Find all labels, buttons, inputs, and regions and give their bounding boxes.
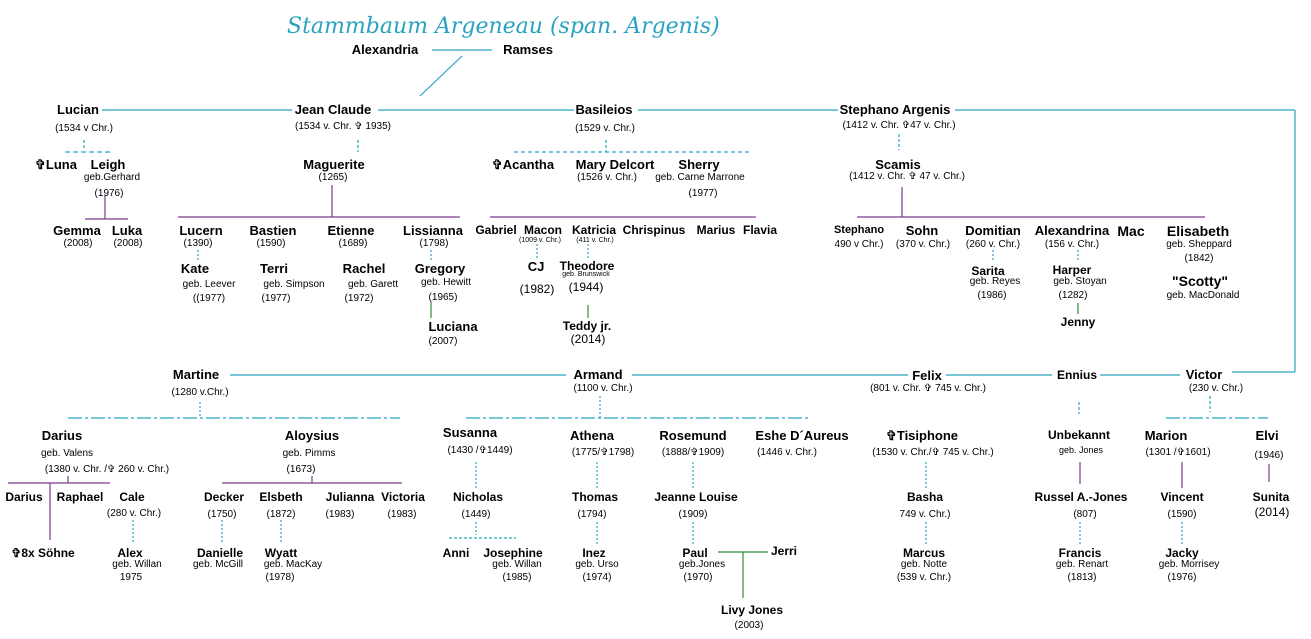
label-jacky-d: (1976) (1167, 572, 1197, 583)
label-maguerite-d: (1265) (318, 172, 348, 183)
label-marydelcort: Mary Delcort (575, 157, 655, 172)
label-gregory-g: geb. Hewitt (420, 277, 472, 288)
label-elisabeth-g: geb. Sheppard (1166, 239, 1232, 250)
label-gemma: Gemma (53, 223, 101, 238)
label-jeanne: Jeanne Louise (654, 490, 738, 504)
label-felix-d: (801 v. Chr. ✞ 745 v. Chr.) (870, 383, 986, 394)
label-leigh: Leigh (90, 157, 126, 172)
label-julianna: Julianna (325, 490, 375, 504)
label-teddy: Teddy jr. (562, 319, 612, 333)
label-ramses: Ramses (503, 42, 553, 57)
label-victoria: Victoria (381, 490, 425, 504)
label-scamis: Scamis (875, 157, 921, 172)
label-josephine-g: geb. Willan (492, 559, 542, 570)
label-sarita-d: (1986) (977, 290, 1007, 301)
label-eshe: Eshe D´Aureus (755, 428, 849, 443)
label-harper-d: (1282) (1058, 290, 1088, 301)
label-marius: Marius (696, 223, 736, 237)
label-basileios: Basileios (575, 102, 633, 117)
label-martine-d: (1280 v.Chr.) (171, 387, 229, 398)
label-basha: Basha (906, 490, 944, 504)
label-marydelcort-d: (1526 v. Chr.) (577, 172, 637, 183)
label-paul: Paul (682, 546, 708, 560)
label-alexandrina-d: (156 v. Chr.) (1044, 239, 1100, 250)
label-elvi-d: (1946) (1254, 450, 1284, 461)
label-francis: Francis (1058, 546, 1102, 560)
label-athena: Athena (569, 428, 615, 443)
label-marion-d: (1301 /✞1601) (1145, 447, 1211, 458)
label-stephano-d: (1412 v. Chr. ✞47 v. Chr.) (842, 120, 956, 131)
label-alexandrina: Alexandrina (1034, 223, 1110, 238)
label-luka: Luka (111, 223, 143, 238)
label-inez-d: (1974) (582, 572, 612, 583)
label-danielle-g: geb. McGill (192, 559, 244, 570)
label-acantha: ✞Acantha (491, 157, 555, 172)
label-anni: Anni (442, 546, 470, 560)
label-sherry: Sherry (678, 157, 720, 172)
label-decker: Decker (203, 490, 245, 504)
label-tisiphone: ✞Tisiphone (885, 428, 959, 443)
label-marcus-g: geb. Notte (900, 559, 948, 570)
label-gabriel: Gabriel (475, 223, 517, 237)
label-elvi: Elvi (1255, 428, 1279, 443)
label-marcus: Marcus (902, 546, 946, 560)
label-jacky-g: geb. Morrisey (1158, 559, 1220, 570)
label-sohn: Sohn (905, 223, 939, 238)
label-sunita: Sunita (1252, 490, 1290, 504)
label-sunita-d: (2014) (1254, 505, 1290, 519)
label-jeanclaude-d: (1534 v. Chr. ✞ 1935) (294, 121, 392, 132)
label-nicholas: Nicholas (452, 490, 504, 504)
label-victor-d: (230 v. Chr.) (1188, 383, 1244, 394)
label-ennius: Ennius (1056, 368, 1098, 382)
label-gemma-d: (2008) (63, 238, 93, 249)
label-thomas: Thomas (571, 490, 619, 504)
label-armand: Armand (573, 367, 623, 382)
label-aloysius-d: (1673) (286, 464, 316, 475)
label-inez: Inez (582, 546, 606, 560)
label-decker-d: (1750) (207, 509, 237, 520)
label-cj-d: (1982) (519, 282, 555, 296)
label-teddy-d: (2014) (570, 332, 606, 346)
label-bastien-d: (1590) (256, 238, 286, 249)
label-alex-g: geb. Willan (112, 559, 162, 570)
label-aloysius-g: geb. Pimms (282, 448, 336, 459)
label-leigh-d: (1976) (94, 188, 124, 199)
label-vincent-d: (1590) (1167, 509, 1197, 520)
label-sohn-d: (370 v. Chr.) (895, 239, 951, 250)
label-livy-d: (2003) (734, 620, 764, 631)
label-rachel-g: geb. Garett (347, 279, 399, 290)
label-sherry-g: geb. Carne Marrone (655, 172, 745, 183)
label-lucian-d: (1534 v Chr.) (55, 123, 113, 134)
label-theodore-d: (1944) (568, 280, 604, 294)
label-stephano2: Stephano (833, 224, 885, 236)
label-elisabeth: Elisabeth (1166, 223, 1230, 239)
label-rachel-d: (1972) (344, 293, 374, 304)
label-harper: Harper (1052, 263, 1092, 277)
label-theodore-g: geb. Brunswick (562, 271, 610, 278)
label-russel: Russel A.-Jones (1034, 490, 1128, 504)
label-jacky: Jacky (1165, 546, 1199, 560)
label-darius2: Darius (5, 490, 43, 504)
label-josephine-d: (1985) (502, 572, 532, 583)
label-scamis-d: (1412 v. Chr. ✞ 47 v. Chr.) (849, 171, 965, 182)
label-theodore: Theodore (559, 259, 615, 273)
label-inez-g: geb. Urso (575, 559, 619, 570)
label-scotty: "Scotty" (1171, 273, 1229, 289)
label-cj: CJ (527, 259, 545, 274)
label-nicholas-d: (1449) (461, 509, 491, 520)
label-wyatt-g: geb. MacKay (263, 559, 323, 570)
label-marcus-d: (539 v. Chr.) (896, 572, 952, 583)
label-domitian-d: (260 v. Chr.) (965, 239, 1021, 250)
label-maguerite: Maguerite (303, 157, 365, 172)
label-basha-d: 749 v. Chr.) (899, 509, 951, 520)
label-darius-d: (1380 v. Chr. /✞ 260 v. Chr.) (44, 464, 170, 475)
label-darius: Darius (41, 428, 83, 443)
label-wyatt-d: (1978) (265, 572, 295, 583)
label-basileios-d: (1529 v. Chr.) (575, 123, 635, 134)
label-soehne: ✞8x Söhne (11, 546, 75, 560)
label-unbekannt-g: geb. Jones (1058, 445, 1104, 455)
label-aloysius: Aloysius (284, 428, 340, 443)
label-athena-d: (1775/✞1798) (571, 447, 635, 458)
label-eshe-d: (1446 v. Chr.) (757, 447, 817, 458)
label-luka-d: (2008) (113, 238, 143, 249)
label-katricia: Katricia (571, 223, 617, 237)
label-alex: Alex (117, 546, 143, 560)
label-sherry-d: (1977) (688, 188, 718, 199)
label-victoria-d: (1983) (387, 509, 417, 520)
label-wyatt: Wyatt (264, 546, 298, 560)
label-rosemund: Rosemund (659, 428, 727, 443)
label-gregory-d: (1965) (428, 292, 458, 303)
label-lucern: Lucern (179, 223, 223, 238)
label-luciana-d: (2007) (428, 336, 458, 347)
label-jenny: Jenny (1060, 315, 1096, 329)
label-flavia: Flavia (742, 223, 778, 237)
diagram-title: Stammbaum Argeneau (span. Argenis) (287, 14, 720, 39)
label-rosemund-d: (1888/✞1909) (661, 447, 725, 458)
label-terri-g: geb. Simpson (263, 279, 325, 290)
label-macon-d: (1009 v. Chr.) (519, 237, 561, 244)
label-unbekannt: Unbekannt (1047, 428, 1111, 442)
label-jerri: Jerri (770, 544, 798, 558)
label-susanna-d: (1430 /✞1449) (447, 445, 513, 456)
label-lucern-d: (1390) (183, 238, 213, 249)
label-danielle: Danielle (196, 546, 244, 560)
label-stephano2-d: 490 v Chr.) (834, 239, 884, 250)
label-victor: Victor (1185, 367, 1223, 382)
label-stephano: Stephano Argenis (839, 102, 951, 117)
label-paul-g: geb.Jones (678, 559, 726, 570)
label-susanna: Susanna (442, 425, 498, 440)
label-jeanclaude: Jean Claude (294, 102, 372, 117)
label-paul-d: (1970) (683, 572, 713, 583)
label-russel-d: (807) (1073, 509, 1097, 520)
label-luna: ✞Luna (35, 157, 77, 172)
label-francis-d: (1813) (1067, 572, 1097, 583)
label-harper-g: geb. Stoyan (1053, 276, 1107, 287)
label-martine: Martine (172, 367, 220, 382)
label-armand-d: (1100 v. Chr.) (573, 383, 633, 394)
label-darius-g: geb. Valens (40, 448, 94, 459)
label-sarita-g: geb. Reyes (969, 276, 1021, 287)
label-rachel: Rachel (342, 261, 386, 276)
label-lissianna-d: (1798) (419, 238, 449, 249)
label-etienne-d: (1689) (338, 238, 368, 249)
label-kate-d: ((1977) (192, 293, 226, 304)
label-lucian: Lucian (57, 102, 99, 117)
label-sarita: Sarita (971, 264, 1005, 278)
label-jeanne-d: (1909) (678, 509, 708, 520)
label-chrispinus: Chrispinus (622, 223, 686, 237)
label-katricia-d: (411 v. Chr.) (576, 237, 614, 244)
label-cale-d: (280 v. Chr.) (106, 508, 162, 519)
label-elisabeth-d: (1842) (1184, 253, 1214, 264)
label-terri-d: (1977) (261, 293, 291, 304)
label-francis-g: geb. Renart (1055, 559, 1109, 570)
label-cale: Cale (119, 490, 145, 504)
label-thomas-d: (1794) (577, 509, 607, 520)
label-mac: Mac (1117, 223, 1145, 239)
label-vincent: Vincent (1160, 490, 1204, 504)
label-julianna-d: (1983) (325, 509, 355, 520)
label-alex-d: 1975 (119, 572, 143, 583)
label-marion: Marion (1144, 428, 1188, 443)
label-gregory: Gregory (414, 261, 466, 276)
label-bastien: Bastien (249, 223, 297, 238)
label-domitian: Domitian (965, 223, 1021, 238)
label-kate: Kate (180, 261, 210, 276)
label-scotty-g: geb. MacDonald (1166, 290, 1240, 301)
label-macon: Macon (523, 223, 563, 237)
label-livy: Livy Jones (720, 603, 784, 617)
label-tisiphone-d: (1530 v. Chr./✞ 745 v. Chr.) (872, 447, 994, 458)
label-lissianna: Lissianna (403, 223, 463, 238)
label-alexandria: Alexandria (351, 42, 419, 57)
label-josephine: Josephine (483, 546, 543, 560)
label-felix: Felix (912, 368, 942, 383)
label-kate-g: geb. Leever (182, 279, 236, 290)
label-terri: Terri (260, 261, 288, 276)
label-luciana: Luciana (428, 319, 478, 334)
label-elsbeth-d: (1872) (266, 509, 296, 520)
label-elsbeth: Elsbeth (259, 490, 303, 504)
connector-line (420, 56, 462, 96)
label-raphael: Raphael (56, 490, 104, 504)
label-leigh-g: geb.Gerhard (83, 172, 141, 183)
label-etienne: Etienne (327, 223, 375, 238)
